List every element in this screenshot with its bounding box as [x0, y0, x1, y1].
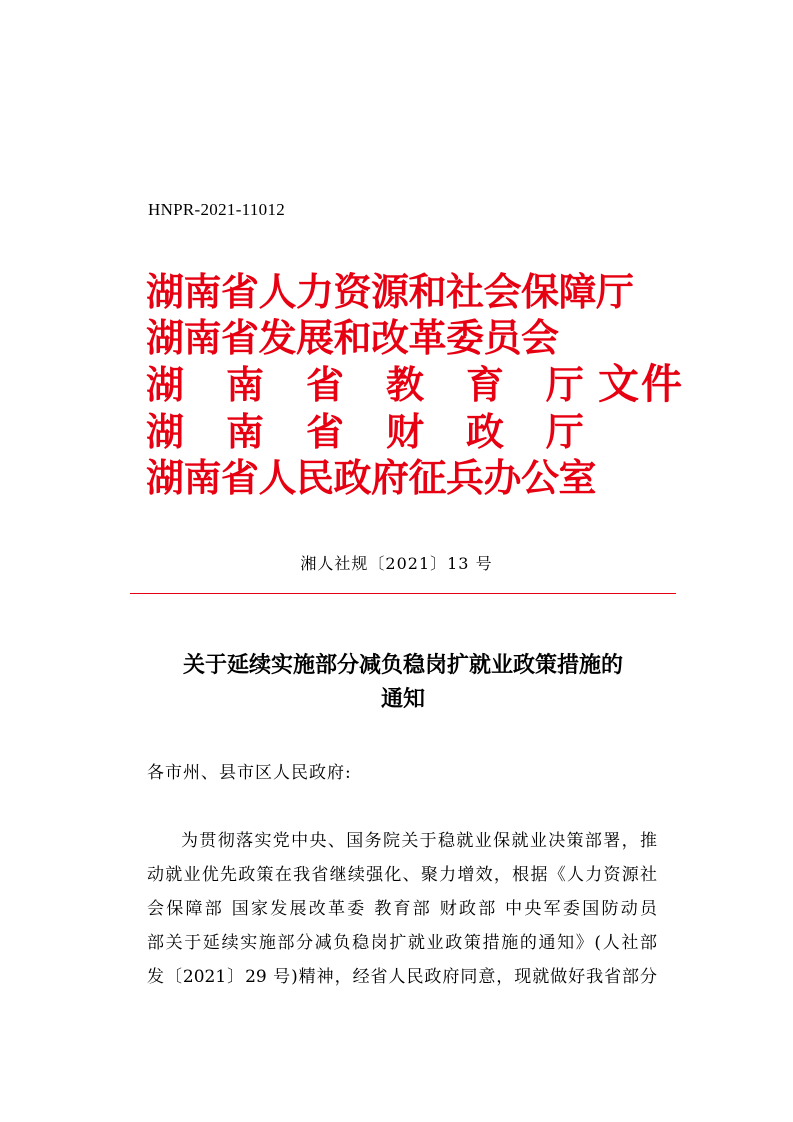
issuer-char: 湖	[146, 409, 185, 454]
document-file-word: 文件	[598, 360, 684, 408]
issuer-char: 厅	[545, 362, 584, 407]
issuer-finance-department	[146, 408, 584, 455]
issuer-char: 育	[465, 362, 504, 407]
document-code: HNPR-2021-11012	[148, 200, 286, 219]
issuer-education-department	[146, 361, 584, 408]
issuer-char: 政	[465, 409, 504, 454]
issuer-conscription-office: 湖南省人民政府征兵办公室	[146, 455, 597, 500]
issuer-char: 省	[305, 362, 344, 407]
issuer-char: 湖	[146, 362, 185, 407]
document-number: 湘人社规〔2021〕13 号	[300, 554, 493, 573]
issuer-char: 省	[305, 409, 344, 454]
issuing-authorities-header	[146, 268, 686, 503]
issuer-char: 厅	[545, 409, 584, 454]
body-paragraph-line: 部关于延续实施部分减负稳岗扩就业政策措施的通知》(人社部	[147, 933, 657, 953]
red-separator-line	[130, 593, 676, 594]
issuer-development-reform-commission: 湖南省发展和改革委员会	[146, 315, 559, 360]
body-paragraph-line: 为贯彻落实党中央、国务院关于稳就业保就业决策部署，推	[181, 831, 657, 851]
salutation: 各市州、县市区人民政府:	[147, 763, 352, 783]
document-title	[130, 648, 676, 716]
body-paragraph-line: 会保障部 国家发展改革委 教育部 财政部 中央军委国防动员	[147, 899, 657, 919]
issuer-char: 教	[385, 362, 424, 407]
issuer-char: 南	[225, 409, 264, 454]
issuer-hrss-department: 湖南省人力资源和社会保障厅	[146, 269, 634, 314]
document-title-line: 关于延续实施部分减负稳岗扩就业政策措施的	[182, 652, 623, 678]
issuer-char: 南	[225, 362, 264, 407]
issuer-char: 财	[385, 409, 424, 454]
body-paragraph-line: 发〔2021〕29 号)精神，经省人民政府同意，现就做好我省部分	[147, 967, 657, 987]
document-title-line: 通知	[380, 686, 425, 712]
body-paragraph-line: 动就业优先政策在我省继续强化、聚力增效，根据《人力资源社	[147, 865, 657, 885]
